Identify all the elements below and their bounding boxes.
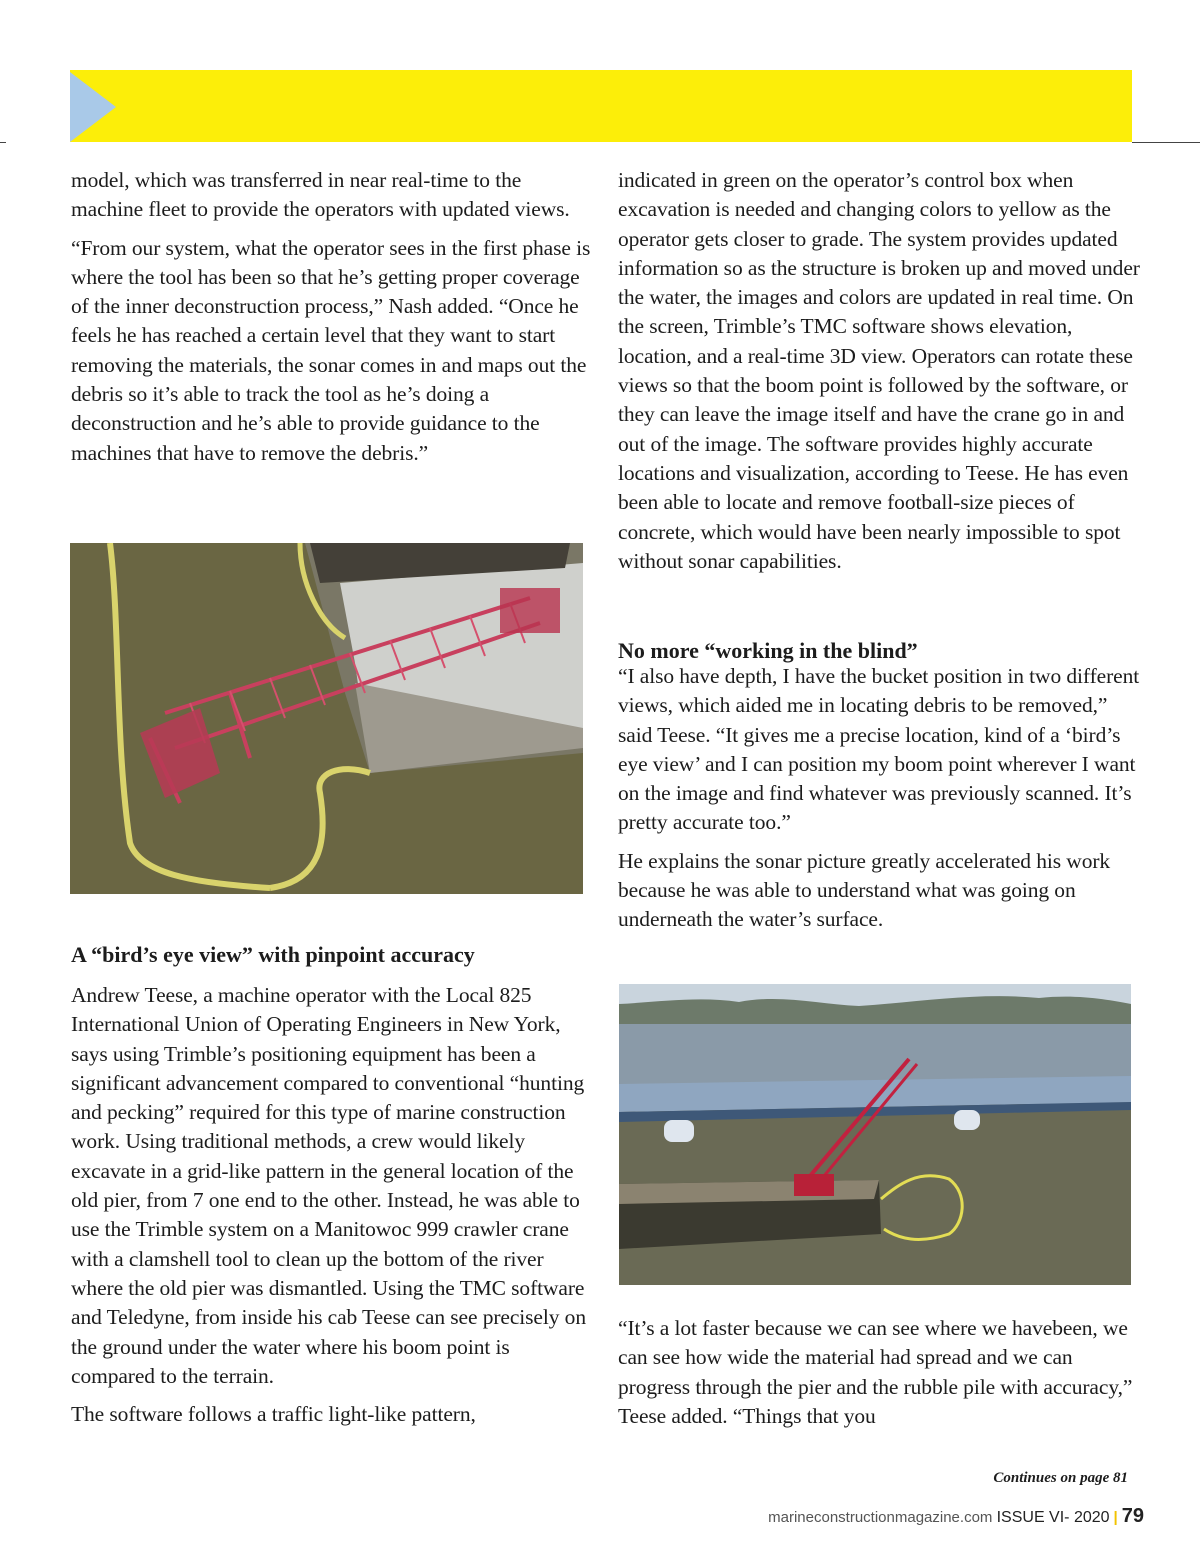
section-heading: No more “working in the blind” [618, 638, 918, 663]
paragraph: “It’s a lot faster because we can see where we havebeen, we can see how wide the material had spread and we can progress through the pier and the rubble pile with accuracy,” Teese added. “Things that you [618, 1316, 1133, 1428]
right-column-intro [618, 166, 1143, 585]
footer-issue: ISSUE VI- 2020 [996, 1509, 1110, 1526]
footer-website: marineconstructionmagazine.com [768, 1509, 993, 1526]
page-number: 79 [1121, 1505, 1144, 1527]
paragraph: The software follows a traffic light-like pattern, [71, 1402, 476, 1427]
paragraph: “From our system, what the operator sees in the first phase is where the tool has been so that he’s getting proper coverage of the inner deconstruction process,” Nash added. “Once he feels he has reached a certain level that they want to start removing the materials, the sonar comes in and maps out the debris so it’s able to track the tool as he’s doing a deconstruction and he’s able to provide guidance to the machines that have to remove the debris.” [71, 235, 591, 465]
footer-separator: | [1113, 1509, 1118, 1526]
crane-aerial-photo [70, 543, 583, 894]
banner-arrow-icon [70, 72, 116, 142]
paragraph: “I also have depth, I have the bucket position in two different views, which aided me in locating debris to be removed,” said Teese. “It gives me a precise location, kind of a ‘bird’s eye view’ and I can position my boom point wherever I want on the image and find whatever was previously scanned. It’s pretty accurate too.” [618, 664, 1140, 835]
header-rule [1132, 142, 1200, 143]
paragraph: indicated in green on the operator’s control box when excavation is needed and changing colors to yellow as the operator gets closer to grade. The system provides updated information so as the structure is broken up and moved under the water, the images and colors are updated in real time. On the screen, Trimble’s TMC software shows elevation, location, and a real-time 3D view. Operators can rotate these views so that the boom point is followed by the software, or they can leave the image itself and have the crane go in and out of the image. The software provides highly accurate locations and visualization, according to Teese. He has even been able to locate and remove football-size pieces of concrete, which would have been nearly impossible to spot without sonar capabilities. [618, 168, 1140, 573]
header-banner [70, 70, 1132, 142]
bridge-barge-photo [619, 984, 1131, 1285]
left-column-intro [71, 166, 596, 477]
paragraph: He explains the sonar picture greatly accelerated his work because he was able to understand what was going on underneath the water’s surface. [618, 848, 1111, 932]
continues-note: Continues on page 81 [993, 1470, 1128, 1486]
section-heading: A “bird’s eye view” with pinpoint accuracy [71, 942, 475, 967]
page-footer [768, 1505, 1144, 1528]
right-column-closing [618, 1314, 1143, 1440]
right-column-section [618, 662, 1143, 944]
left-column-section [71, 981, 596, 1438]
header-rule-left [0, 142, 6, 143]
paragraph: model, which was transferred in near real-time to the machine fleet to provide the operators with updated views. [71, 168, 570, 222]
paragraph: Andrew Teese, a machine operator with the Local 825 International Union of Operating Engineers in New York, says using Trimble’s positioning equipment has been a significant advancement compared to conventional “hunting and pecking” required for this type of marine construction work. Using traditional methods, a crew would likely excavate in a grid-like pattern in the general location of the old pier, from 7 one end to the other. Instead, he was able to use the Trimble system on a Manitowoc 999 crawler crane with a clamshell tool to clean up the bottom of the river where the old pier was dismantled. Using the TMC software and Teledyne, from inside his cab Teese can see precisely on the ground under the water where his boom point is compared to the terrain. [71, 983, 586, 1388]
